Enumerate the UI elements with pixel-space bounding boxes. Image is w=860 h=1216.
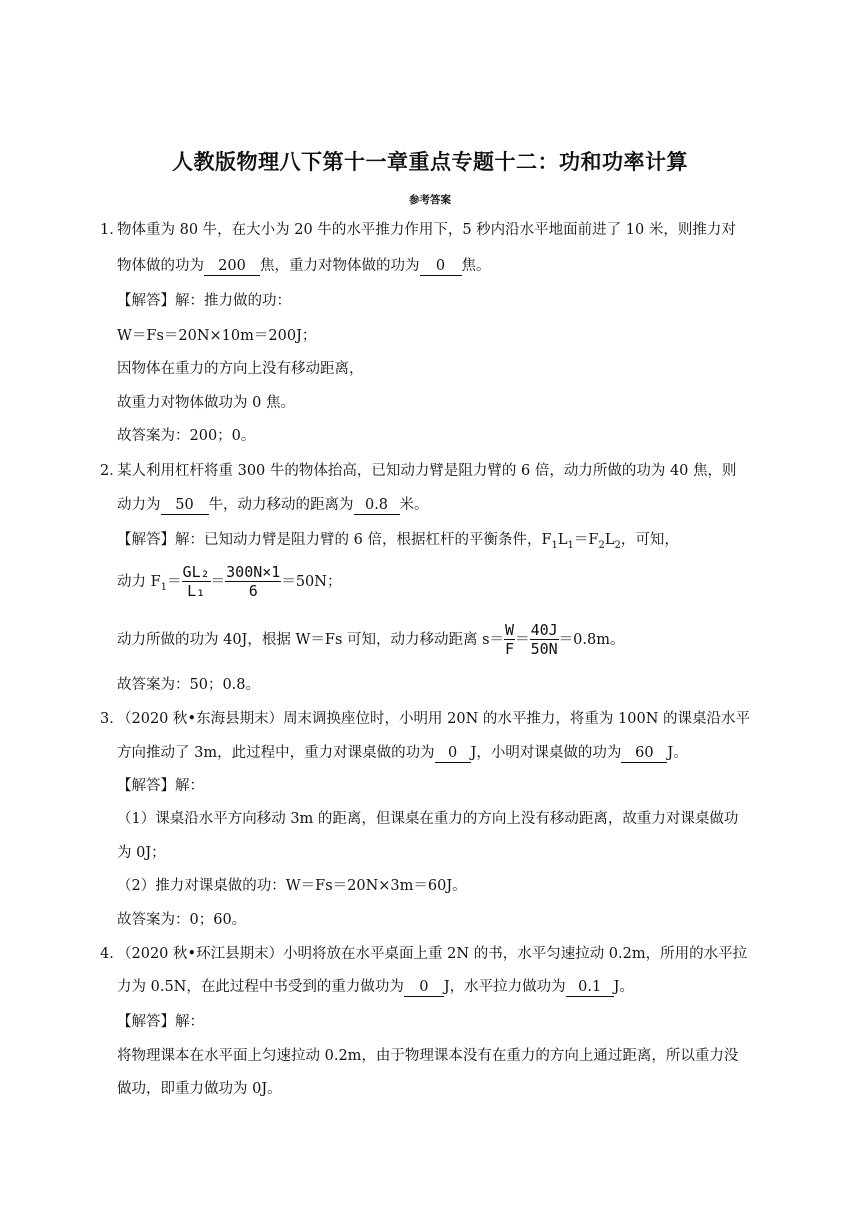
q2-solution-text: L — [557, 532, 568, 548]
q2-solution-text: ，可知， — [620, 532, 679, 548]
q2-solution-text: L — [604, 532, 615, 548]
q2-formula-text: ＝0.8m。 — [558, 632, 625, 648]
document-title: 人教版物理八下第十一章重点专题十二：功和功率计算 — [172, 150, 688, 174]
q3-text: J。 — [667, 745, 688, 761]
q2-answer-1: 50 — [161, 497, 209, 515]
subscript: 1 — [551, 539, 558, 551]
q1-solution-3: 因物体在重力的方向上没有移动距离， — [117, 361, 364, 377]
q2-formula-text: 动力所做的功为 40J，根据 W＝Fs 可知，动力移动距离 s＝ — [117, 632, 505, 648]
q4-answer-2: 0.1 — [566, 979, 614, 997]
q1-question-line-1: 物体重为 80 牛，在大小为 20 牛的水平推力作用下，5 秒内沿水平地面前进了 10 米，则推力对 — [117, 222, 736, 238]
denominator: L₁ — [187, 582, 206, 600]
q1-solution-4: 故重力对物体做功为 0 焦。 — [117, 395, 295, 411]
q4-answer-1: 0 — [404, 979, 444, 997]
q3-number: 3． — [100, 711, 124, 727]
q3-question-line-2 — [117, 743, 688, 763]
q4-number: 4． — [100, 946, 124, 962]
q4-text: 力为 0.5N，在此过程中书受到的重力做功为 — [117, 979, 404, 995]
numerator: GL₂ — [182, 563, 210, 581]
q1-question-line-2 — [117, 256, 491, 276]
denominator: 50N — [530, 640, 558, 658]
fraction-300n-over-6 — [225, 563, 281, 601]
fraction-40j-over-50n — [530, 621, 559, 659]
numerator: 40J — [530, 621, 558, 639]
q3-answer-1: 0 — [435, 745, 471, 763]
document-subtitle: 参考答案 — [409, 194, 451, 206]
numerator: W — [505, 621, 515, 639]
numerator: 300N×1 — [226, 563, 281, 581]
q1-text: 焦，重力对物体做的功为 — [260, 258, 420, 274]
fraction-w-over-f — [504, 621, 515, 659]
denominator: 6 — [248, 582, 258, 600]
q3-text: 方向推动了 3m，此过程中，重力对课桌做的功为 — [117, 745, 435, 761]
q4-text: J。 — [613, 979, 634, 995]
subscript: 2 — [598, 539, 605, 551]
q3-solution-4: （2）推力对课桌做的功：W＝Fs＝20N×3m＝60J。 — [117, 878, 467, 894]
equals-sign: ＝ — [515, 632, 530, 648]
q4-text: J，水平拉力做功为 — [443, 979, 566, 995]
q2-number: 2． — [100, 463, 124, 479]
q3-solution-2: （1）课桌沿水平方向移动 3m 的距离，但课桌在重力的方向上没有移动距离，故重力对课桌做功 — [117, 811, 739, 827]
q3-solution-1: 【解答】解： — [117, 778, 204, 794]
q3-solution-5: 故答案为：0；60。 — [117, 912, 247, 928]
q2-question-line-1: 某人利用杠杆将重 300 牛的物体抬高，已知动力臂是阻力臂的 6 倍，动力所做的功为 40 焦，则 — [117, 463, 737, 479]
q4-solution-2: 将物理课本在水平面上匀速拉动 0.2m，由于物理课本没有在重力的方向上通过距离，所以重力没 — [117, 1048, 739, 1064]
subscript: 2 — [614, 539, 621, 551]
q2-formula-force — [117, 560, 341, 610]
fraction-gl2-over-l1 — [182, 563, 211, 601]
q4-question-line-2 — [117, 977, 634, 997]
q1-solution-1: 【解答】解：推力做的功： — [117, 293, 291, 309]
q2-answer-2: 0.8 — [354, 497, 400, 515]
q1-text: 焦。 — [461, 258, 491, 274]
q2-solution-answer: 故答案为：50；0.8。 — [117, 677, 261, 693]
q4-solution-3: 做功，即重力做功为 0J。 — [117, 1081, 282, 1097]
q3-answer-2: 60 — [621, 745, 667, 763]
q2-text: 米。 — [399, 497, 429, 513]
q1-number: 1． — [100, 222, 124, 238]
q3-question-line-1: （2020 秋•东海县期末）周末调换座位时，小明用 20N 的水平推力，将重为 100N 的课桌沿水平 — [117, 711, 750, 727]
q2-question-line-2 — [117, 495, 429, 515]
q4-solution-1: 【解答】解： — [117, 1014, 204, 1030]
q4-question-line-1: （2020 秋•环江县期末）小明将放在水平桌面上重 2N 的书，水平匀速拉动 0.2m，所用的水平拉 — [117, 946, 748, 962]
q1-answer-1: 200 — [204, 258, 260, 276]
subscript: 1 — [160, 581, 168, 593]
q1-text: 物体做的功为 — [117, 258, 204, 274]
q2-formula-distance — [117, 618, 624, 662]
q2-solution-text: 【解答】解：已知动力臂是阻力臂的 6 倍，根据杠杆的平衡条件，F — [117, 532, 552, 548]
q1-answer-2: 0 — [420, 258, 462, 276]
q2-text: 动力为 — [117, 497, 161, 513]
q1-solution-2: W＝Fs＝20N×10m＝200J； — [117, 328, 317, 344]
q3-text: J，小明对课桌做的功为 — [470, 745, 622, 761]
q2-solution-text: ＝F — [573, 532, 599, 548]
equals-sign: ＝ — [210, 574, 226, 590]
q2-text: 牛，动力移动的距离为 — [208, 497, 354, 513]
q2-formula-text: ＝50N； — [281, 574, 342, 590]
subscript: 1 — [567, 539, 574, 551]
q1-solution-5: 故答案为：200；0。 — [117, 428, 256, 444]
equals-sign: ＝ — [167, 574, 182, 590]
q2-solution-1 — [117, 530, 679, 556]
q3-solution-3: 为 0J； — [117, 845, 166, 861]
q2-formula-text: 动力 F — [117, 574, 161, 590]
denominator: F — [505, 640, 515, 658]
